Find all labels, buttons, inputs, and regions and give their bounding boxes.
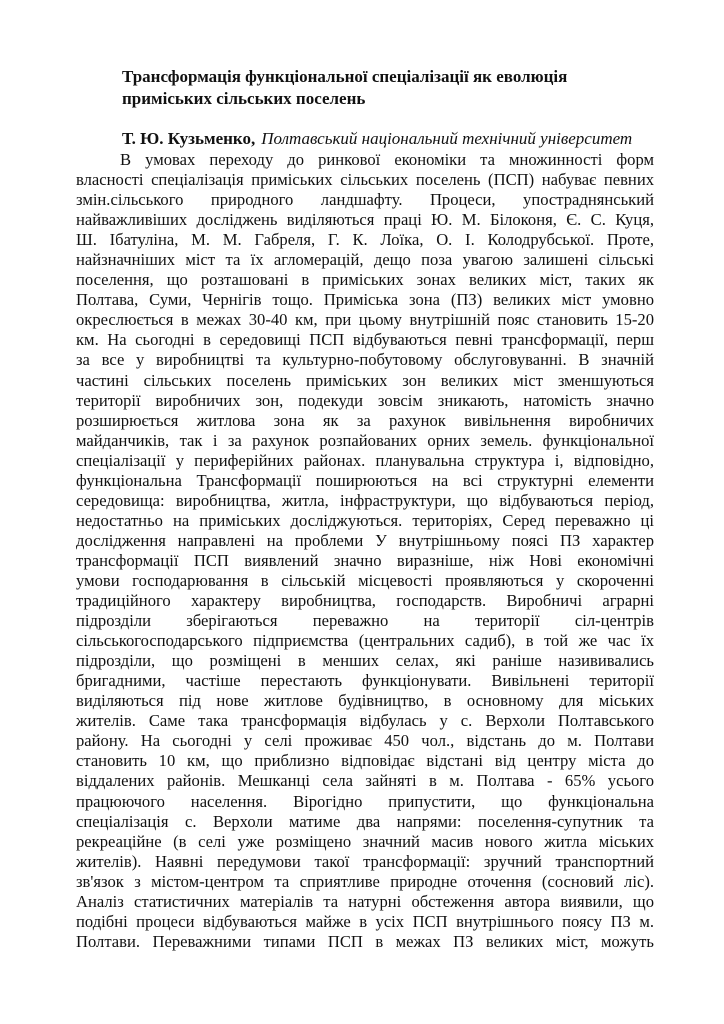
body-line: виділяються під нове житлове будівництво, в основному для міських	[76, 691, 654, 711]
body-line: найважливіших досліджень виділяються праці Ю. М. Білоконя, Є. С. Куця,	[76, 210, 654, 230]
body-line: Ш. Ібатуліна, М. М. Габреля, Г. К. Лоїка, О. І. Колодрубської. Проте,	[76, 230, 654, 250]
body-line: окреслюється в межах 30-40 км, при цьому внутрішній пояс становить 15-20	[76, 310, 654, 330]
body-line: Аналіз статистичних матеріалів та натурні обстеження автора виявили, що	[76, 891, 654, 911]
body-line: В умовах переходу до ринкової економіки та множинності форм	[120, 150, 654, 169]
body-line: середовища: виробництва, житла, інфраструктури, що відбуваються період,	[76, 490, 654, 510]
body-line: недостатньо на приміських досліджуються. територіях, Серед переважно ці	[76, 510, 654, 530]
body-line: території виробничих зон, подекуди зовсім зникають, натомість значно	[76, 390, 654, 410]
body-line: підрозділи, що розміщені в менших селах, які раніше назививались	[76, 651, 654, 671]
author-name: Т. Ю. Кузьменко,	[122, 129, 256, 148]
body-line: трансформації ПСП виявлений значно виразніше, ніж Нові економічні	[76, 550, 654, 570]
body-line: бригадними, частіше перестають функціонувати. Вивільнені території	[76, 671, 654, 691]
body-text	[76, 150, 654, 952]
body-line: дослідження направлені на проблеми У внутрішньому поясі ПЗ характер	[76, 530, 654, 550]
body-line: власності спеціалізація приміських сільських поселень (ПСП) набуває певних	[76, 170, 654, 190]
body-line: спеціалізації у периферійних районах. планувальна структура і, відповідно,	[76, 450, 654, 470]
body-line: зв'язок з містом-центром та сприятливе природне оточення (сосновий ліс).	[76, 871, 654, 891]
body-line: жителів). Наявні передумови такої трансформації: зручний транспортний	[76, 851, 654, 871]
body-line: змін.сільського природного ландшафту. Процеси, упостраднянський	[76, 190, 654, 210]
body-line: рекреаційне (в селі уже розміщено значний масив нового житла міських	[76, 831, 654, 851]
body-line: умови господарювання в сільській місцевості проявляються у скороченні	[76, 570, 654, 590]
title-line-1: Трансформація функціональної спеціалізації як еволюція	[122, 67, 568, 86]
body-line: подібні процеси відбуваються майже в усіх ПСП внутрішнього поясу ПЗ м.	[76, 911, 654, 931]
body-line: розширюється житлова зона як за рахунок вивільнення виробничих	[76, 410, 654, 430]
title-line-2: приміських сільських поселень	[122, 89, 366, 108]
body-line: Полтава, Суми, Чернігів тощо. Приміська зона (ПЗ) великих міст умовно	[76, 290, 654, 310]
author-line	[122, 128, 632, 150]
body-line: км. На сьогодні в середовищі ПСП відбуваються певні трансформації, перш	[76, 330, 654, 350]
body-line: жителів. Саме така трансформація відбулась у с. Верхоли Полтавського	[76, 711, 654, 731]
article-title	[122, 66, 567, 110]
author-affiliation: Полтавський національний технічний університет	[261, 129, 633, 148]
body-line: становить 10 км, що приблизно відповідає відстані від центру міста до	[76, 751, 654, 771]
body-line: частині сільських поселень приміських зон великих міст зменшуються	[76, 370, 654, 390]
body-line: поселення, що розташовані в приміських зонах великих міст, таких як	[76, 270, 654, 290]
body-line: спеціалізація с. Верхоли матиме два напрями: поселення-супутник та	[76, 811, 654, 831]
body-line: найзначніших міст та їх агломерацій, дещо поза увагою залишені сільські	[76, 250, 654, 270]
body-line: за все у виробництві та культурно-побутовому обслуговуванні. В значній	[76, 350, 654, 370]
body-line: сільськогосподарського підприємства (центральних садиб), в той же час їх	[76, 631, 654, 651]
body-line: функціональна Трансформації поширюються на всі структурні елементи	[76, 470, 654, 490]
body-line: традиційного характеру виробництва, господарств. Виробничі аграрні	[76, 591, 654, 611]
body-line: підрозділи зберігаються переважно на території сіл-центрів	[76, 611, 654, 631]
body-line: майданчиків, так і за рахунок розпайованих орних земель. функціональної	[76, 430, 654, 450]
body-line: працюючого населення. Вірогідно припустити, що функціональна	[76, 791, 654, 811]
body-line: віддалених районів. Мешканці села зайняті в м. Полтава - 65% усього	[76, 771, 654, 791]
body-line: району. На сьогодні у селі проживає 450 чол., відстань до м. Полтави	[76, 731, 654, 751]
body-line: Полтави. Переважними типами ПСП в межах ПЗ великих міст, можуть	[76, 931, 654, 951]
